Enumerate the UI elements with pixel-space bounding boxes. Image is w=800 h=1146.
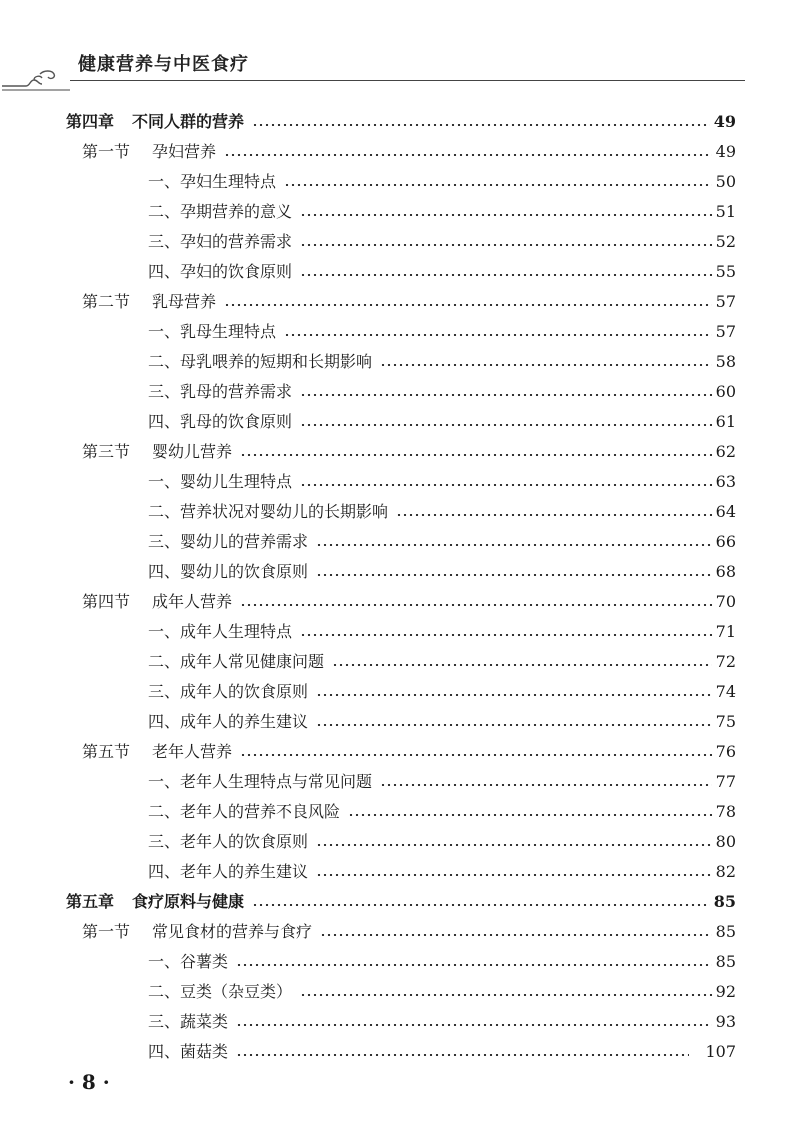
toc-entry-label [148,257,292,287]
dot-leader [224,154,712,156]
toc-entry-label [148,197,292,227]
toc-entry-page: 93 [715,1012,736,1031]
dot-leader [300,424,712,426]
toc-entry-page: 92 [715,982,736,1001]
toc-entry-title: 婴幼儿营养 [152,442,233,461]
toc-entry-number: 第三节 [82,442,131,461]
dot-leader [348,814,712,816]
toc-entry-label [82,437,232,467]
toc-entry-page: 51 [715,202,736,221]
toc-entry-label [148,947,228,977]
toc-entry[interactable] [148,1007,736,1037]
toc-entry[interactable] [148,167,736,197]
book-title: 健康营养与中医食疗 [78,54,249,75]
toc-entry-label [66,887,244,917]
dot-leader [240,754,712,756]
toc-entry-page: 52 [715,232,736,251]
toc-entry[interactable] [66,887,736,917]
toc-entry[interactable] [148,257,736,287]
toc-entry-title: 一、婴幼儿生理特点 [148,472,293,491]
header-rule [70,80,745,81]
toc-entry-label [82,287,216,317]
toc-entry-title: 四、乳母的饮食原则 [148,412,293,431]
toc-entry-label [148,407,292,437]
running-header [0,0,800,110]
toc-entry[interactable] [148,827,736,857]
toc-entry-title: 三、孕妇的营养需求 [148,232,293,251]
dot-leader [316,694,712,696]
toc-entry-title: 一、孕妇生理特点 [148,172,277,191]
toc-entry-number: 第一节 [82,922,131,941]
toc-entry-title: 三、乳母的营养需求 [148,382,293,401]
toc-entry-label [148,527,308,557]
toc-entry-page: 80 [715,832,736,851]
toc-entry-page: 82 [715,862,736,881]
toc-entry-title: 常见食材的营养与食疗 [152,922,313,941]
dot-leader [252,904,710,906]
toc-entry-title: 四、老年人的养生建议 [148,862,309,881]
toc-entry[interactable] [148,557,736,587]
toc-entry[interactable] [148,317,736,347]
toc-entry-label [148,827,308,857]
dot-leader [300,634,712,636]
toc-entry-title: 老年人营养 [152,742,233,761]
toc-entry[interactable] [148,767,736,797]
toc-entry-title: 一、谷薯类 [148,952,229,971]
toc-entry-page: 66 [715,532,736,551]
dot-leader [380,784,712,786]
toc-entry[interactable] [82,437,736,467]
dot-leader [300,994,712,996]
toc-entry-page: 68 [715,562,736,581]
toc-entry[interactable] [148,647,736,677]
toc-entry[interactable] [148,977,736,1007]
toc-entry[interactable] [148,797,736,827]
toc-entry[interactable] [148,527,736,557]
dot-leader [396,514,712,516]
toc-entry-title: 二、成年人常见健康问题 [148,652,325,671]
dot-leader [300,274,712,276]
toc-entry-label [82,137,216,167]
toc-entry-page: 76 [715,742,736,761]
page-number: · 8 · [68,1070,110,1094]
toc-entry[interactable] [148,227,736,257]
toc-entry-label [148,617,292,647]
toc-entry-label [82,587,232,617]
dot-leader [316,874,712,876]
toc-entry-page: 50 [715,172,736,191]
dot-leader [236,1024,712,1026]
toc-entry-title: 三、成年人的饮食原则 [148,682,309,701]
toc-entry-title: 三、蔬菜类 [148,1012,229,1031]
toc-entry-label [148,497,388,527]
toc-entry-title: 四、菌菇类 [148,1042,229,1061]
dot-leader [300,214,712,216]
toc-entry-label [82,737,232,767]
toc-entry-label [66,107,244,137]
toc-entry-title: 不同人群的营养 [132,112,245,131]
toc-entry-label [148,227,292,257]
toc-entry-page: 62 [715,442,736,461]
toc-entry-title: 二、母乳喂养的短期和长期影响 [148,352,373,371]
toc-entry[interactable] [82,737,736,767]
toc-entry-title: 乳母营养 [152,292,217,311]
toc-entry-label [148,977,292,1007]
dot-leader [284,184,712,186]
toc-entry-number: 第二节 [82,292,131,311]
toc-entry-title: 食疗原料与健康 [132,892,245,911]
toc-entry-page: 75 [715,712,736,731]
toc-entry-number: 第五章 [66,892,115,911]
toc-entry-label [148,347,372,377]
dot-leader [252,124,710,126]
toc-entry-title: 一、乳母生理特点 [148,322,277,341]
cloud-ornament-icon [0,62,72,92]
toc-entry-title: 四、成年人的养生建议 [148,712,309,731]
toc-entry-page: 61 [715,412,736,431]
toc-entry[interactable] [148,377,736,407]
toc-entry[interactable] [148,677,736,707]
toc-entry-page: 57 [715,292,736,311]
toc-entry-label [148,857,308,887]
toc-entry-number: 第一节 [82,142,131,161]
toc-entry-label [148,767,372,797]
dot-leader [332,664,712,666]
toc-entry-title: 二、豆类（杂豆类） [148,982,293,1001]
toc-entry-label [148,317,276,347]
dot-leader [224,304,712,306]
toc-entry[interactable] [148,617,736,647]
toc-entry[interactable] [82,917,736,947]
dot-leader [316,544,712,546]
toc-entry[interactable] [82,287,736,317]
toc-entry[interactable] [82,587,736,617]
dot-leader [316,724,712,726]
dot-leader [300,394,712,396]
dot-leader [300,484,712,486]
toc-entry[interactable] [148,407,736,437]
toc-entry-page: 78 [715,802,736,821]
dot-leader [236,1054,689,1056]
toc-entry-page: 107 [705,1042,736,1061]
dot-leader [300,244,712,246]
toc-entry-page: 64 [715,502,736,521]
dot-leader [284,334,712,336]
toc-entry[interactable] [66,107,736,137]
toc-entry[interactable] [148,467,736,497]
toc-entry-page: 58 [715,352,736,371]
toc-entry-label [148,647,324,677]
toc-entry-label [148,797,340,827]
toc-entry[interactable] [148,707,736,737]
toc-entry-label [148,1037,228,1067]
toc-entry[interactable] [148,497,736,527]
toc-entry[interactable] [148,857,736,887]
toc-entry-page: 49 [713,112,736,131]
toc-entry-page: 60 [715,382,736,401]
toc-entry-label [148,707,308,737]
toc-entry-label [148,1007,228,1037]
dot-leader [320,934,712,936]
toc-entry-page: 85 [715,952,736,971]
dot-leader [316,574,712,576]
toc-entry-label [148,677,308,707]
toc-entry-title: 一、成年人生理特点 [148,622,293,641]
toc-entry-title: 四、婴幼儿的饮食原则 [148,562,309,581]
toc-entry[interactable] [148,1037,736,1067]
toc-entry-label [148,467,292,497]
toc-entry[interactable] [148,947,736,977]
toc-entry-label [148,377,292,407]
toc-entry-title: 三、老年人的饮食原则 [148,832,309,851]
dot-leader [240,604,712,606]
toc-entry[interactable] [148,347,736,377]
toc-entry-title: 二、孕期营养的意义 [148,202,293,221]
toc-entry-page: 71 [715,622,736,641]
dot-leader [240,454,712,456]
toc-entry-page: 57 [715,322,736,341]
toc-entry-page: 55 [715,262,736,281]
toc-entry-page: 74 [715,682,736,701]
toc-entry-label [82,917,312,947]
toc-entry-number: 第五节 [82,742,131,761]
toc-entry-page: 49 [715,142,736,161]
toc-entry-title: 四、孕妇的饮食原则 [148,262,293,281]
toc-entry-title: 成年人营养 [152,592,233,611]
toc-entry-title: 三、婴幼儿的营养需求 [148,532,309,551]
toc-entry-page: 85 [713,892,736,911]
toc-entry-number: 第四节 [82,592,131,611]
toc-entry-title: 孕妇营养 [152,142,217,161]
toc-entry-page: 77 [715,772,736,791]
toc-entry-title: 一、老年人生理特点与常见问题 [148,772,373,791]
toc-entry[interactable] [148,197,736,227]
toc-entry-page: 85 [715,922,736,941]
toc-entry-number: 第四章 [66,112,115,131]
toc-entry-label [148,557,308,587]
toc-entry-title: 二、老年人的营养不良风险 [148,802,341,821]
toc-entry-label [148,167,276,197]
toc-entry-page: 70 [715,592,736,611]
toc-entry[interactable] [82,137,736,167]
dot-leader [316,844,712,846]
dot-leader [380,364,712,366]
toc-entry-page: 72 [715,652,736,671]
dot-leader [236,964,712,966]
toc-entry-title: 二、营养状况对婴幼儿的长期影响 [148,502,389,521]
toc-entry-page: 63 [715,472,736,491]
